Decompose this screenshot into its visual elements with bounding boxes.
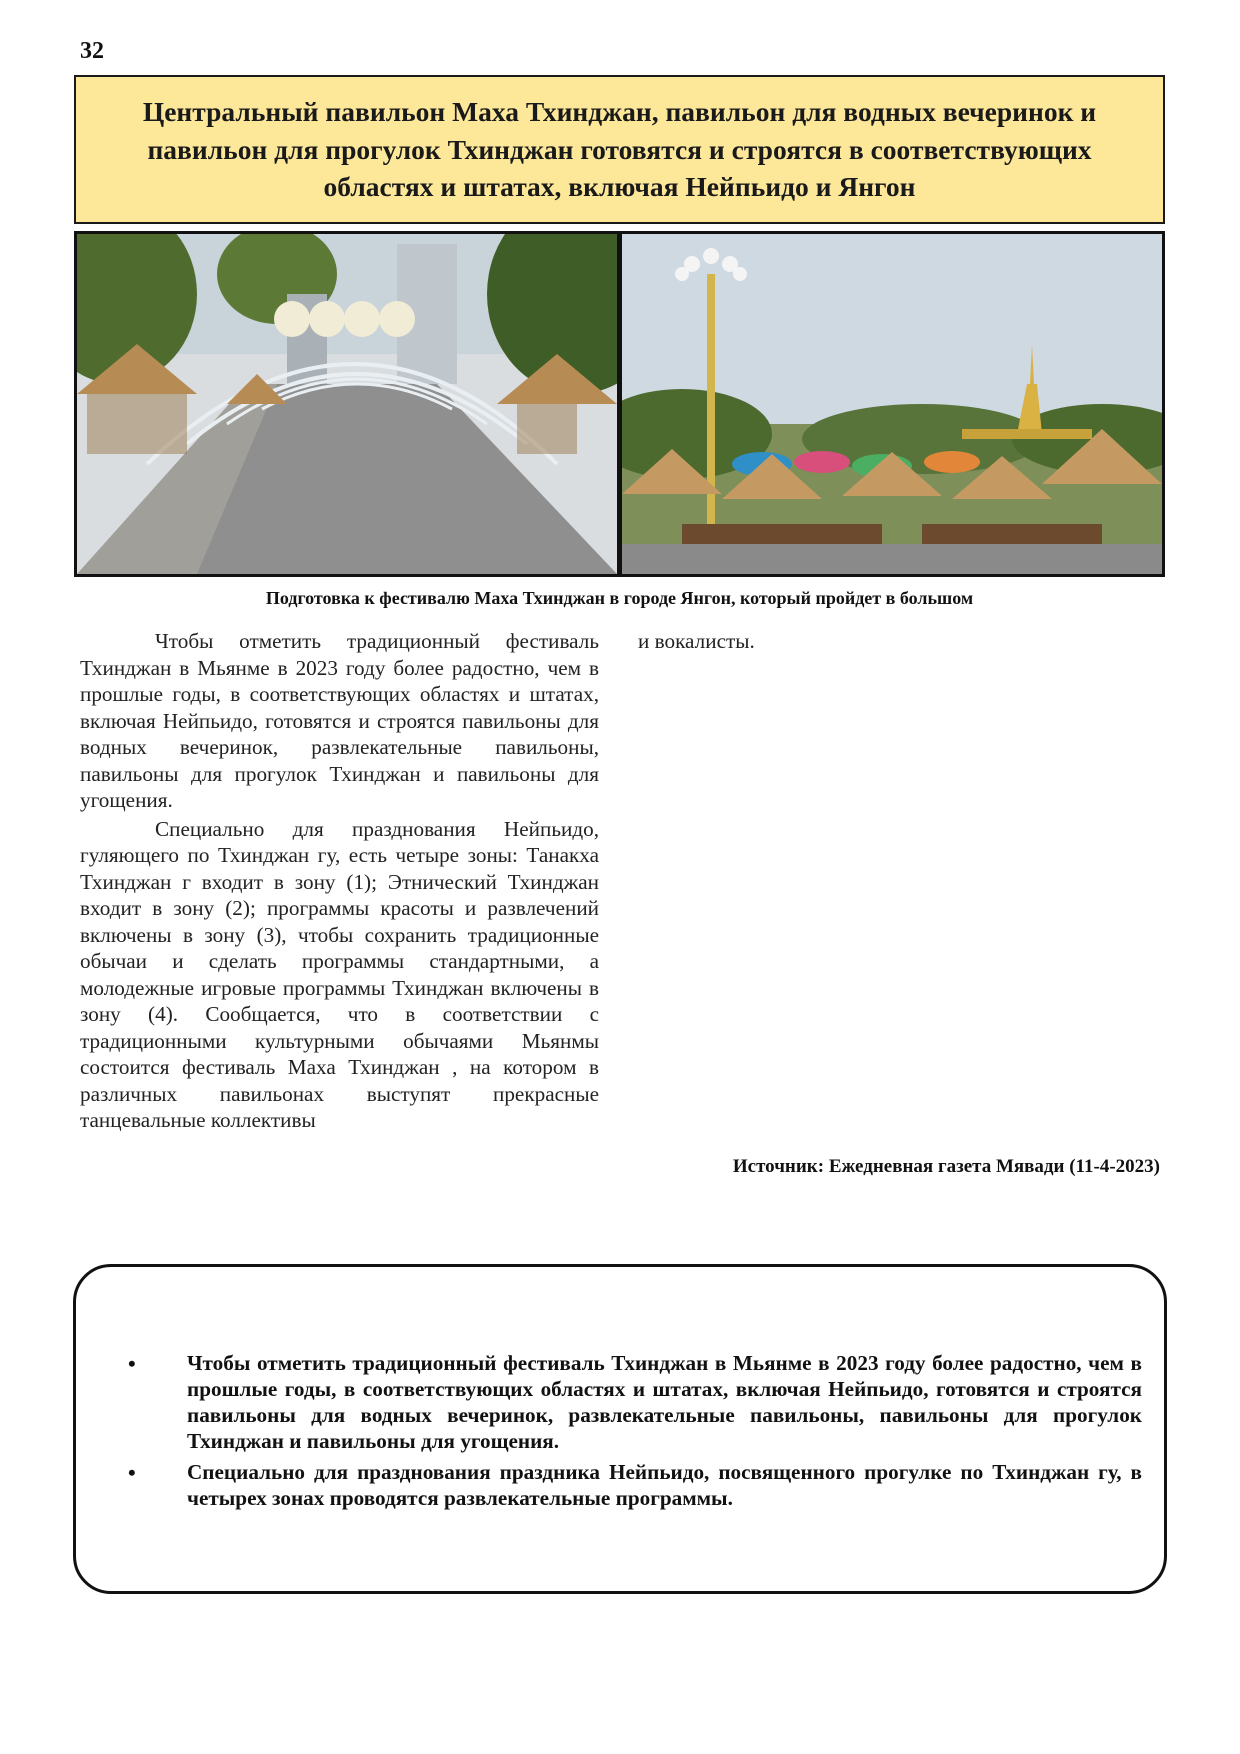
article-paragraph: Чтобы отметить традиционный фестиваль Тхинджан в Мьянме в 2023 году более радостно, чем в прошлые годы, в соответствующих областях и штатах, включая Нейпьидо, готовятся и строятся павильоны для водных вечеринок, развлекательные павильоны, павильоны для прогулок Тхинджан и павильоны для угощения. xyxy=(80,629,599,812)
summary-bullet xyxy=(94,1351,1142,1454)
summary-bullet xyxy=(94,1460,1142,1512)
bullet-icon: • xyxy=(128,1351,136,1376)
article-title: Центральный павильон Маха Тхинджан, павильон для водных вечеринок и павильон для прогулок Тхинджан готовятся и строятся в соответствующих областях и штатах, включая Нейпьидо и Янгон xyxy=(142,95,1097,203)
bullet-icon: • xyxy=(128,1460,136,1486)
article-paragraph: Специально для празднования Нейпьидо, гуляющего по Тхинджан гу, есть четыре зоны: Танакха Тхинджан г входит в зону (1); Этнический Тхинджан входит в зону (2); программы красоты и развлечений включены в зону (3), чтобы сохранить традиционные обычаи и сделать программы стандартными, а молодежные игровые программы Тхинджан включены в зону (4). Сообщается, что в соответствии с традиционными культурными обычаями Мьянмы состоится фестиваль Маха Тхинджан , на котором в различных павильонах выступят прекрасные танцевальные коллективы xyxy=(80,816,599,1132)
article-body xyxy=(80,628,599,1136)
summary-bullet-text: Специально для празднования праздника Нейпьидо, посвященного прогулке по Тхинджан гу, в четырех зонах проводятся развлекательные программы. xyxy=(187,1460,1142,1511)
photo-caption: Подготовка к фестивалю Маха Тхинджан в городе Янгон, который пройдет в большом xyxy=(265,588,974,608)
summary-bullet-text: Чтобы отметить традиционный фестиваль Тхинджан в Мьянме в 2023 году более радостно, чем в прошлые годы, в соответствующих областях и штатах, включая Нейпьидо, готовятся и строятся павильоны для водных вечеринок, развлекательные павильоны, павильоны для прогулок Тхинджан и павильоны для угощения. xyxy=(187,1351,1142,1453)
title-banner xyxy=(74,75,1165,224)
summary-list xyxy=(94,1351,1142,1518)
source-citation: Источник: Ежедневная газета Мявади (11-4-2023) xyxy=(732,1156,1160,1177)
pagoda-pavilion-photo xyxy=(622,234,1162,574)
summary-box xyxy=(73,1264,1167,1594)
photo-strip xyxy=(74,231,1165,577)
street-pavilion-photo xyxy=(77,234,617,574)
page-number: 32 xyxy=(80,38,104,64)
article-continuation: и вокалисты. xyxy=(638,629,755,653)
